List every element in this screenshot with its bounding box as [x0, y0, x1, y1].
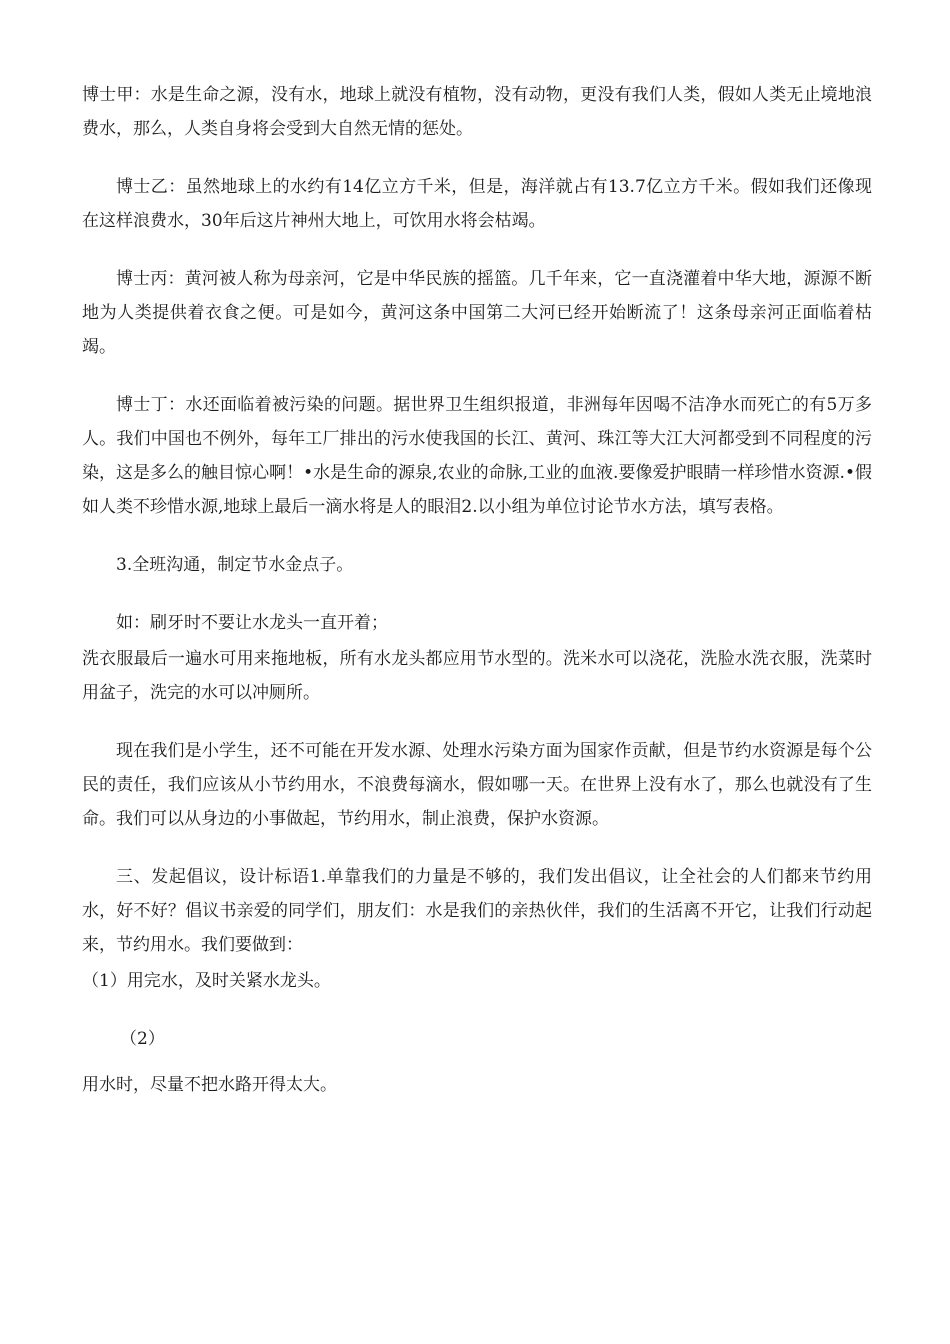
paragraph-doctor-ding: 博士丁：水还面临着被污染的问题。据世界卫生组织报道，非洲每年因喝不洁净水而死亡的有5万多人。我们中国也不例外，每年工厂排出的污水使我国的长江、黄河、珠江等大江大河都受到不同程度的污染，这是多么的触目惊心啊！•水是生命的源泉,农业的命脉,工业的血液.要像爱护眼睛一样珍惜水资源.•假如人类不珍惜水源,地球上最后一滴水将是人的眼泪2.以小组为单位讨论节水方法，填写表格。 [82, 395, 872, 517]
paragraph-water-saving-tips: 洗衣服最后一遍水可用来拖地板，所有水龙头都应用节水型的。洗米水可以浇花，洗脸水洗衣服，洗菜时用盆子，洗完的水可以冲厕所。 [82, 649, 872, 703]
paragraph-doctor-yi: 博士乙：虽然地球上的水约有14亿立方千米，但是，海洋就占有13.7亿立方千米。假如我们还像现在这样浪费水，30年后这片神州大地上，可饮用水将会枯竭。 [82, 177, 872, 231]
paragraph-step-3: 3.全班沟通，制定节水金点子。 [116, 555, 354, 575]
paragraph-doctor-jia: 博士甲：水是生命之源，没有水，地球上就没有植物，没有动物，更没有我们人类，假如人类无止境地浪费水，那么，人类自身将会受到大自然无情的惩处。 [82, 85, 872, 139]
paragraph-example: 如：刷牙时不要让水龙头一直开着； [116, 613, 388, 633]
paragraph-initiative: 三、发起倡议，设计标语1.单靠我们的力量是不够的，我们发出倡议，让全社会的人们都来节约用水，好不好？倡议书亲爱的同学们，朋友们：水是我们的亲热伙伴，我们的生活离不开它，让我们行动起来，节约用水。我们要做到： [82, 867, 872, 955]
list-item-2-number: （2） [120, 1029, 165, 1049]
paragraph-doctor-bing: 博士丙：黄河被人称为母亲河，它是中华民族的摇篮。几千年来，它一直浇灌着中华大地，源源不断地为人类提供着衣食之便。可是如今，黄河这条中国第二大河已经开始断流了！这条母亲河正面临着枯竭。 [82, 269, 872, 357]
paragraph-student-responsibility: 现在我们是小学生，还不可能在开发水源、处理水污染方面为国家作贡献，但是节约水资源是每个公民的责任，我们应该从小节约用水，不浪费每滴水，假如哪一天。在世界上没有水了，那么也就没有了生命。我们可以从身边的小事做起，节约用水，制止浪费，保护水资源。 [82, 741, 872, 829]
list-item-1: （1）用完水，及时关紧水龙头。 [82, 971, 331, 991]
document-page [82, 78, 872, 1102]
list-item-2-text: 用水时，尽量不把水路开得太大。 [82, 1075, 337, 1095]
